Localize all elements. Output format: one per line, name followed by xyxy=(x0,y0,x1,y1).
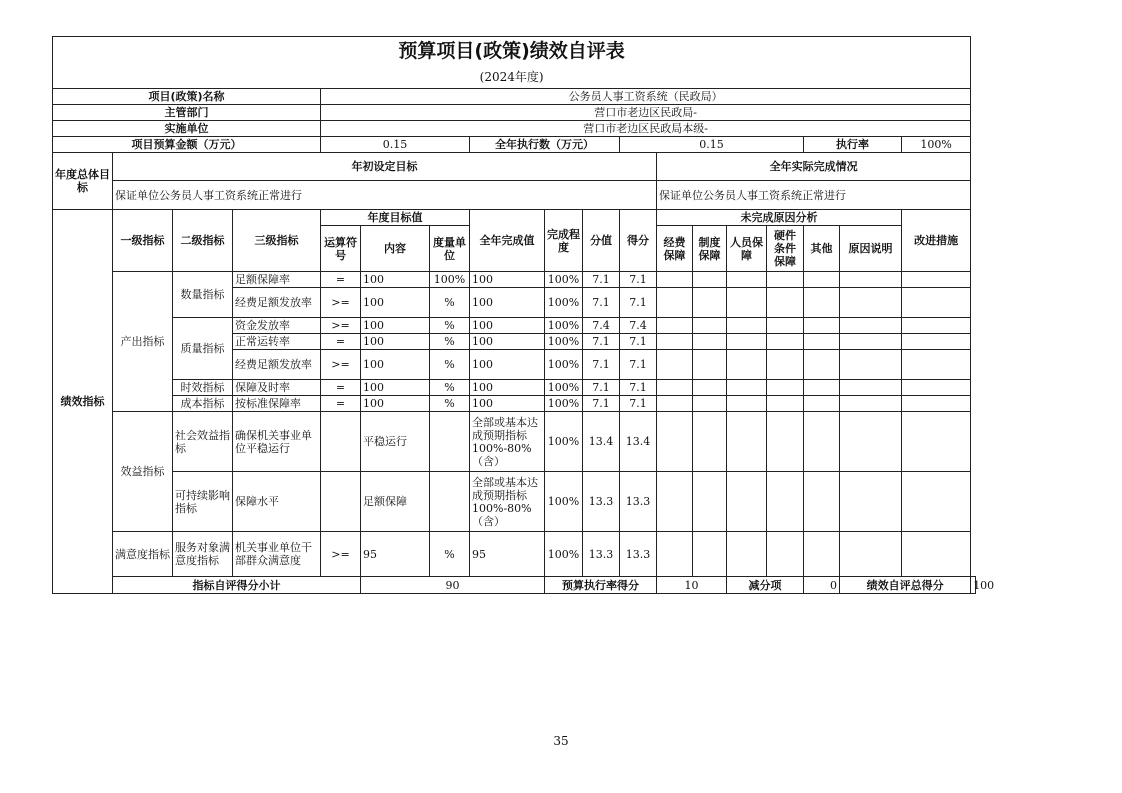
indicator-name: 经费足额发放率 xyxy=(233,350,321,380)
indicator-score: 7.1 xyxy=(583,380,620,396)
dept-label: 主管部门 xyxy=(53,105,321,121)
exec-value: 0.15 xyxy=(620,137,804,153)
level2-header: 二级指标 xyxy=(173,210,233,272)
reason-staff-header: 人员保障 xyxy=(727,226,767,272)
annual-goal-label: 年度总体目标 xyxy=(53,153,113,210)
budget-rate-label: 预算执行率得分 xyxy=(545,577,657,594)
indicator-completion: 100% xyxy=(545,412,583,472)
indicator-name: 足额保障率 xyxy=(233,272,321,288)
indicator-unit: 100% xyxy=(430,272,470,288)
effect-indicator-group: 效益指标 xyxy=(113,412,173,532)
indicator-actual: 100 xyxy=(470,396,545,412)
got-header: 得分 xyxy=(620,210,657,272)
deduct-label: 减分项 xyxy=(727,577,804,594)
indicator-actual: 100 xyxy=(470,350,545,380)
indicator-actual: 100 xyxy=(470,288,545,318)
score-header: 分值 xyxy=(583,210,620,272)
reason-funding-header: 经费保障 xyxy=(657,226,693,272)
indicator-unit xyxy=(430,412,470,472)
indicator-got: 7.4 xyxy=(620,318,657,334)
target-group-header: 年度目标值 xyxy=(321,210,470,226)
indicator-content: 100 xyxy=(361,288,430,318)
indicator-content: 100 xyxy=(361,350,430,380)
indicator-name: 正常运转率 xyxy=(233,334,321,350)
indicator-op: >= xyxy=(321,288,361,318)
indicator-got: 13.3 xyxy=(620,472,657,532)
indicator-op: >= xyxy=(321,318,361,334)
initial-goal-header: 年初设定目标 xyxy=(113,153,657,181)
budget-label: 项目预算金额（万元） xyxy=(53,137,321,153)
subtotal-value: 90 xyxy=(361,577,545,594)
initial-goal: 保证单位公务员人事工资系统正常进行 xyxy=(113,181,657,210)
indicator-op: >= xyxy=(321,532,361,577)
deduct-value: 0 xyxy=(804,577,840,594)
unit-header: 度量单位 xyxy=(430,226,470,272)
indicator-content: 100 xyxy=(361,334,430,350)
improve-header: 改进措施 xyxy=(902,210,971,272)
indicator-score: 13.3 xyxy=(583,472,620,532)
indicator-unit: % xyxy=(430,350,470,380)
indicator-completion: 100% xyxy=(545,318,583,334)
total-value: 100 xyxy=(971,577,976,594)
service-indicator-group: 服务对象满意度指标 xyxy=(173,532,233,577)
indicator-score: 7.1 xyxy=(583,396,620,412)
rate-value: 100% xyxy=(902,137,971,153)
indicator-completion: 100% xyxy=(545,288,583,318)
exec-label: 全年执行数（万元） xyxy=(470,137,620,153)
indicator-score: 13.4 xyxy=(583,412,620,472)
indicator-score: 7.1 xyxy=(583,288,620,318)
indicator-unit: % xyxy=(430,334,470,350)
content-header: 内容 xyxy=(361,226,430,272)
indicator-completion: 100% xyxy=(545,350,583,380)
evaluation-sheet xyxy=(52,36,995,594)
indicator-got: 13.3 xyxy=(620,532,657,577)
indicator-got: 7.1 xyxy=(620,350,657,380)
indicator-op: = xyxy=(321,272,361,288)
budget-value: 0.15 xyxy=(321,137,470,153)
indicator-content: 95 xyxy=(361,532,430,577)
indicator-score: 7.1 xyxy=(583,334,620,350)
indicator-actual: 100 xyxy=(470,380,545,396)
indicator-name: 按标准保障率 xyxy=(233,396,321,412)
indicator-name: 经费足额发放率 xyxy=(233,288,321,318)
indicator-got: 7.1 xyxy=(620,288,657,318)
reason-other-header: 其他 xyxy=(804,226,840,272)
unit-value: 营口市老边区民政局本级- xyxy=(321,121,971,137)
indicator-got: 7.1 xyxy=(620,396,657,412)
indicator-actual: 全部或基本达成预期指标100%-80%（含） xyxy=(470,472,545,532)
op-header: 运算符号 xyxy=(321,226,361,272)
indicator-content: 平稳运行 xyxy=(361,412,430,472)
indicator-completion: 100% xyxy=(545,380,583,396)
timeliness-indicator-group: 时效指标 xyxy=(173,380,233,396)
reason-system-header: 制度保障 xyxy=(693,226,727,272)
satisfaction-indicator-group: 满意度指标 xyxy=(113,532,173,577)
indicator-op xyxy=(321,412,361,472)
completion-header: 完成程度 xyxy=(545,210,583,272)
indicator-unit: % xyxy=(430,380,470,396)
indicator-unit: % xyxy=(430,288,470,318)
indicator-completion: 100% xyxy=(545,396,583,412)
indicator-content: 足额保障 xyxy=(361,472,430,532)
indicator-op xyxy=(321,472,361,532)
quantity-indicator-group: 数量指标 xyxy=(173,272,233,318)
indicator-name: 确保机关事业单位平稳运行 xyxy=(233,412,321,472)
indicator-op: = xyxy=(321,334,361,350)
indicator-unit xyxy=(430,472,470,532)
indicator-got: 7.1 xyxy=(620,272,657,288)
indicator-unit: % xyxy=(430,532,470,577)
indicator-score: 7.4 xyxy=(583,318,620,334)
cost-indicator-group: 成本指标 xyxy=(173,396,233,412)
project-name: 公务员人事工资系统（民政局） xyxy=(321,89,971,105)
indicator-content: 100 xyxy=(361,380,430,396)
indicator-completion: 100% xyxy=(545,472,583,532)
indicator-got: 7.1 xyxy=(620,380,657,396)
year-label: (2024年度) xyxy=(53,67,971,89)
indicator-score: 7.1 xyxy=(583,350,620,380)
evaluation-table xyxy=(52,36,995,594)
indicator-content: 100 xyxy=(361,272,430,288)
output-indicator-group: 产出指标 xyxy=(113,272,173,412)
reason-group-header: 未完成原因分析 xyxy=(657,210,902,226)
indicator-actual: 全部或基本达成预期指标100%-80%（含） xyxy=(470,412,545,472)
indicator-name: 机关事业单位干部群众满意度 xyxy=(233,532,321,577)
social-indicator-group: 社会效益指标 xyxy=(173,412,233,472)
reason-explain-header: 原因说明 xyxy=(840,226,902,272)
indicator-completion: 100% xyxy=(545,272,583,288)
indicator-actual: 100 xyxy=(470,334,545,350)
performance-section-label: 绩效指标 xyxy=(53,210,113,594)
actual-goal: 保证单位公务员人事工资系统正常进行 xyxy=(657,181,971,210)
actual-value-header: 全年完成值 xyxy=(470,210,545,272)
indicator-actual: 100 xyxy=(470,272,545,288)
dept-value: 营口市老边区民政局- xyxy=(321,105,971,121)
page-title: 预算项目(政策)绩效自评表 xyxy=(53,37,971,67)
actual-goal-header: 全年实际完成情况 xyxy=(657,153,971,181)
level1-header: 一级指标 xyxy=(113,210,173,272)
indicator-unit: % xyxy=(430,396,470,412)
indicator-score: 13.3 xyxy=(583,532,620,577)
budget-rate-value: 10 xyxy=(657,577,727,594)
indicator-op: >= xyxy=(321,350,361,380)
project-name-label: 项目(政策)名称 xyxy=(53,89,321,105)
sustain-indicator-group: 可持续影响指标 xyxy=(173,472,233,532)
indicator-score: 7.1 xyxy=(583,272,620,288)
indicator-content: 100 xyxy=(361,396,430,412)
indicator-name: 资金发放率 xyxy=(233,318,321,334)
indicator-op: = xyxy=(321,396,361,412)
indicator-unit: % xyxy=(430,318,470,334)
indicator-op: = xyxy=(321,380,361,396)
page-number: 35 xyxy=(553,734,569,748)
indicator-got: 7.1 xyxy=(620,334,657,350)
subtotal-label: 指标自评得分小计 xyxy=(113,577,361,594)
rate-label: 执行率 xyxy=(804,137,902,153)
unit-label: 实施单位 xyxy=(53,121,321,137)
indicator-actual: 100 xyxy=(470,318,545,334)
indicator-name: 保障及时率 xyxy=(233,380,321,396)
reason-hardware-header: 硬件条件保障 xyxy=(767,226,804,272)
indicator-got: 13.4 xyxy=(620,412,657,472)
quality-indicator-group: 质量指标 xyxy=(173,318,233,380)
indicator-name: 保障水平 xyxy=(233,472,321,532)
indicator-completion: 100% xyxy=(545,532,583,577)
indicator-content: 100 xyxy=(361,318,430,334)
indicator-completion: 100% xyxy=(545,334,583,350)
level3-header: 三级指标 xyxy=(233,210,321,272)
indicator-actual: 95 xyxy=(470,532,545,577)
total-label: 绩效自评总得分 xyxy=(840,577,971,594)
